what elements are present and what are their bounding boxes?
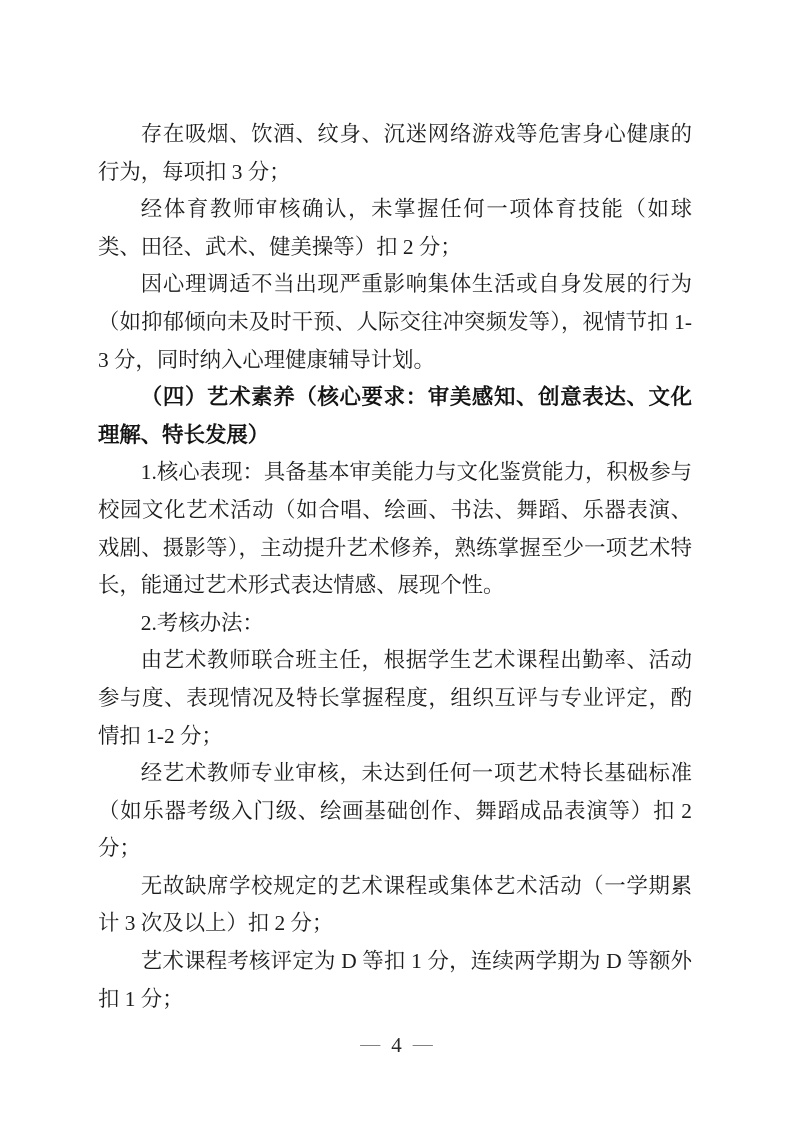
body-paragraph: 经艺术教师专业审核，未达到任何一项艺术特长基础标准（如乐器考级入门级、绘画基础创作、舞蹈成品表演等）扣 2 分； <box>98 761 692 861</box>
document-body <box>98 116 692 1018</box>
body-paragraph: 经体育教师审核确认，未掌握任何一项体育技能（如球类、田径、武术、健美操等）扣 2 分； <box>98 197 692 259</box>
body-paragraph: 1.核心表现：具备基本审美能力与文化鉴赏能力，积极参与校园文化艺术活动（如合唱、绘画、书法、舞蹈、乐器表演、戏剧、摄影等），主动提升艺术修养，熟练掌握至少一项艺术特长，能通过艺术形式表达情感、展现个性。 <box>98 460 692 598</box>
body-paragraph: 存在吸烟、饮酒、纹身、沉迷网络游戏等危害身心健康的行为，每项扣 3 分； <box>98 122 692 184</box>
footer-left-dash: — <box>360 1033 381 1055</box>
body-paragraph: 艺术课程考核评定为 D 等扣 1 分，连续两学期为 D 等额外扣 1 分； <box>98 949 692 1011</box>
body-paragraph: 2.考核办法： <box>140 610 264 635</box>
footer-right-dash: — <box>412 1033 433 1055</box>
body-paragraph: 由艺术教师联合班主任，根据学生艺术课程出勤率、活动参与度、表现情况及特长掌握程度，组织互评与专业评定，酌情扣 1-2 分； <box>98 648 692 748</box>
section-heading: （四）艺术素养（核心要求：审美感知、创意表达、文化理解、特长发展） <box>98 385 692 447</box>
page-footer <box>0 1030 793 1060</box>
body-paragraph: 因心理调适不当出现严重影响集体生活或自身发展的行为（如抑郁倾向未及时干预、人际交往冲突频发等），视情节扣 1-3 分，同时纳入心理健康辅导计划。 <box>98 272 692 372</box>
page-number: 4 <box>391 1033 402 1057</box>
body-paragraph: 无故缺席学校规定的艺术课程或集体艺术活动（一学期累计 3 次及以上）扣 2 分； <box>98 873 692 936</box>
